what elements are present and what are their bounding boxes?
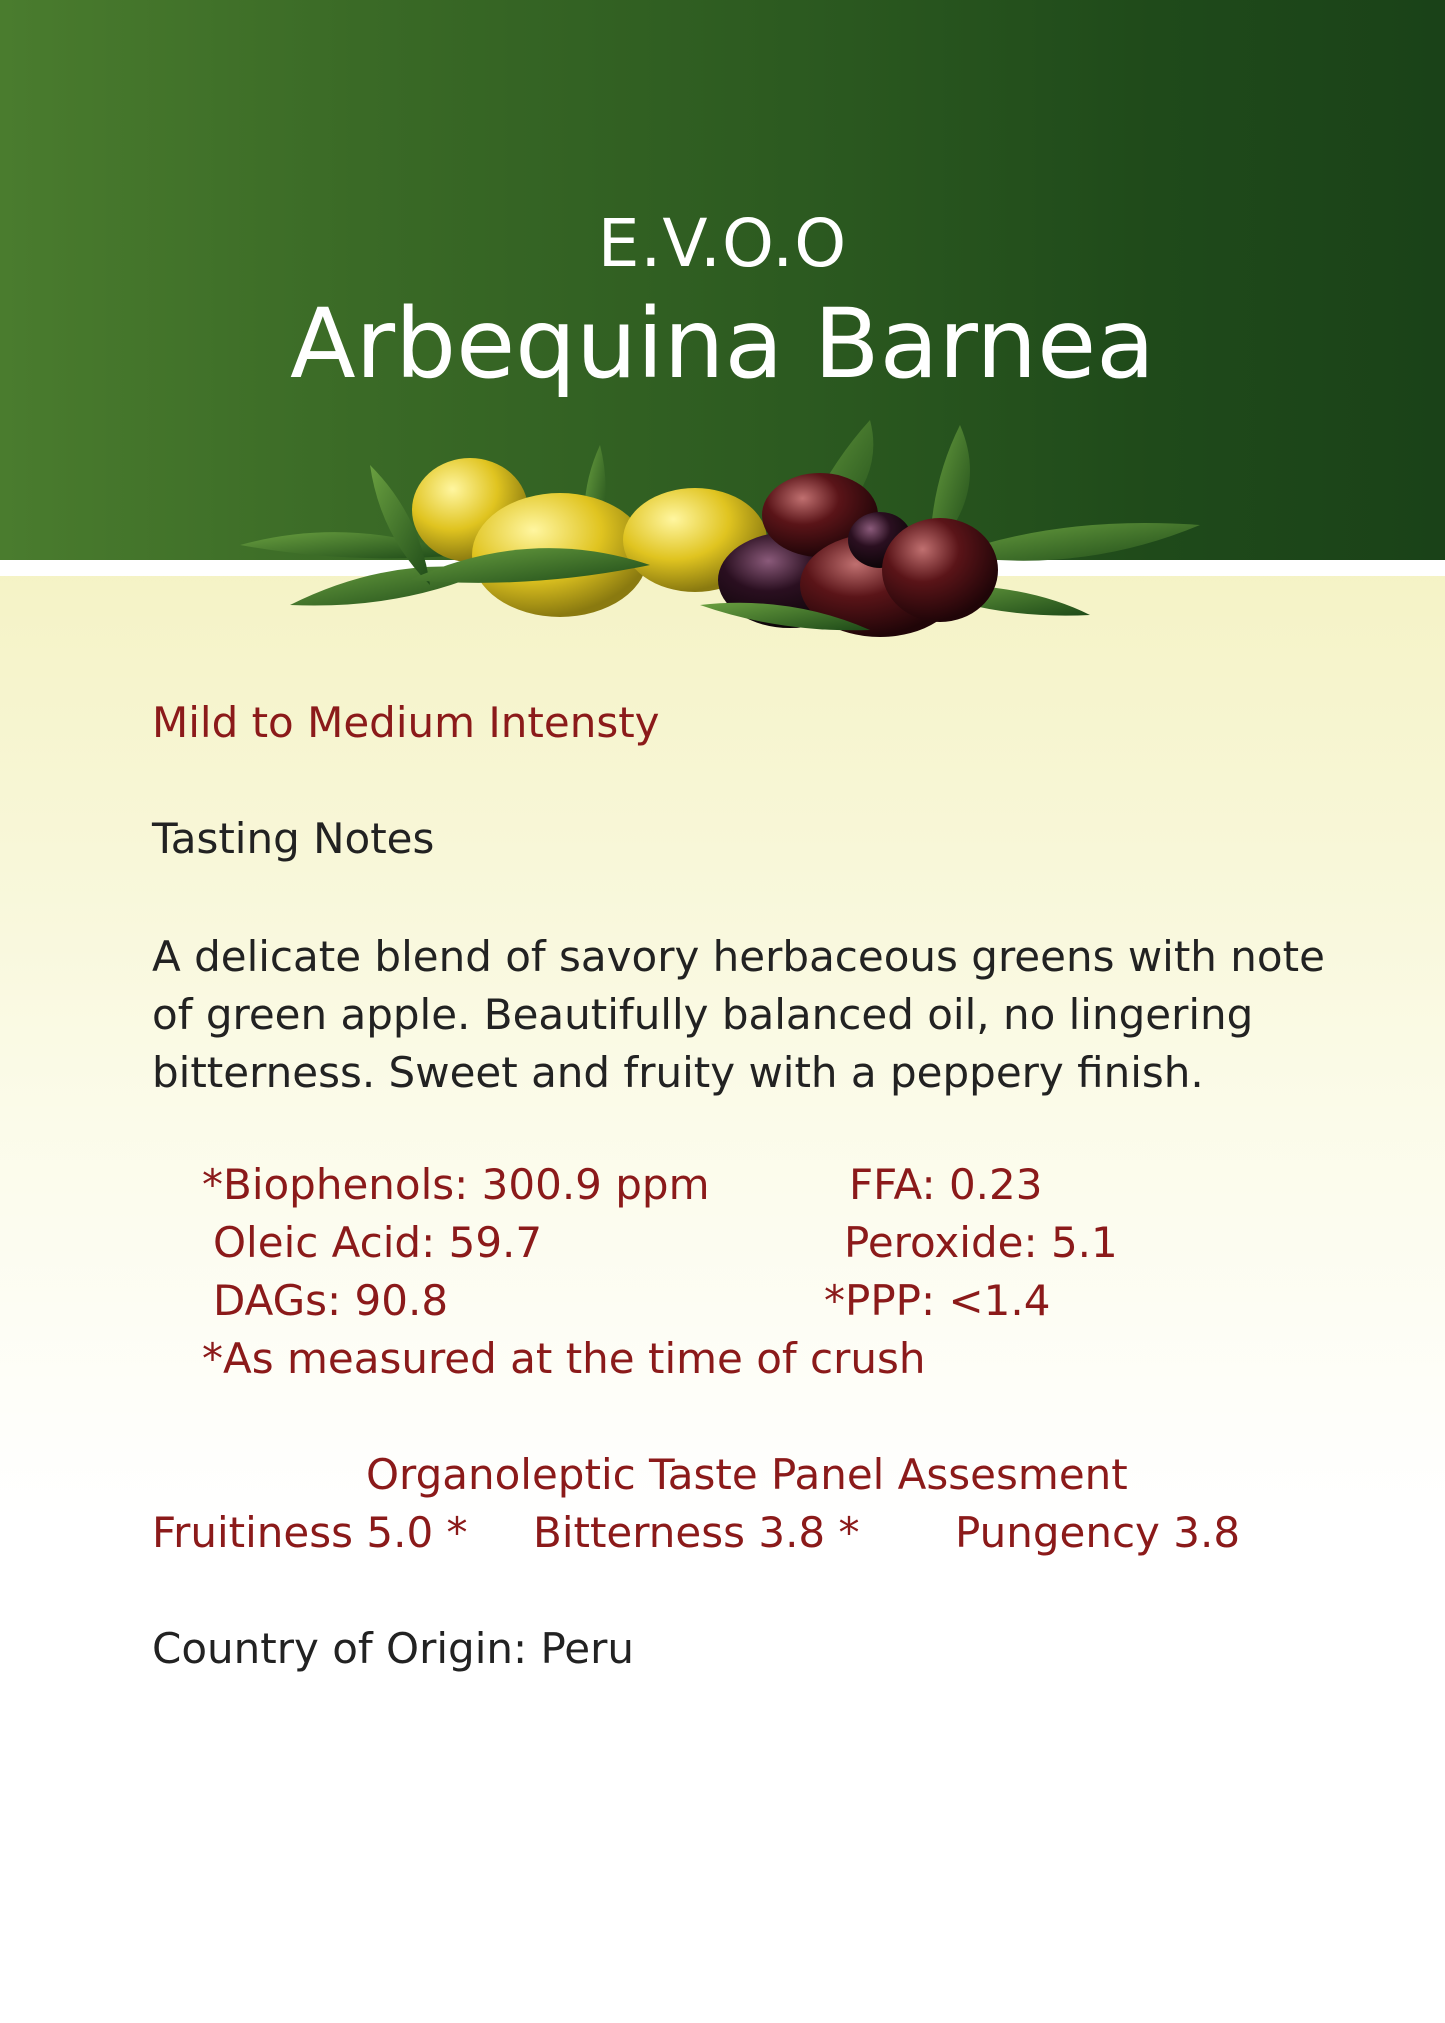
measurement-footnote: *As measured at the time of crush xyxy=(202,1334,926,1383)
bitterness-score: Bitterness 3.8 * xyxy=(533,1508,860,1557)
dags-stat: DAGs: 90.8 xyxy=(213,1276,449,1325)
ppp-stat: *PPP: <1.4 xyxy=(824,1276,1051,1325)
pungency-score: Pungency 3.8 xyxy=(955,1508,1241,1557)
olives-illustration xyxy=(230,405,1210,645)
oleic-acid-stat: Oleic Acid: 59.7 xyxy=(213,1218,543,1267)
product-subtitle: E.V.O.O xyxy=(597,205,848,282)
country-of-origin: Country of Origin: Peru xyxy=(152,1624,635,1673)
tasting-line: bitterness. Sweet and fruity with a peppery finish. xyxy=(152,1048,1204,1097)
tasting-notes-body xyxy=(152,928,1332,1102)
tasting-line: of green apple. Beautifully balanced oil, no lingering xyxy=(152,990,1254,1039)
intensity-label: Mild to Medium Intensty xyxy=(152,698,660,747)
tasting-notes-heading: Tasting Notes xyxy=(152,814,435,863)
product-title: Arbequina Barnea xyxy=(290,288,1155,400)
ffa-stat: FFA: 0.23 xyxy=(849,1160,1043,1209)
biophenols-stat: *Biophenols: 300.9 ppm xyxy=(202,1160,710,1209)
peroxide-stat: Peroxide: 5.1 xyxy=(844,1218,1118,1267)
taste-panel-heading: Organoleptic Taste Panel Assesment xyxy=(366,1450,1128,1499)
tasting-line: A delicate blend of savory herbaceous greens with note xyxy=(152,932,1325,981)
fruitiness-score: Fruitiness 5.0 * xyxy=(152,1508,468,1557)
